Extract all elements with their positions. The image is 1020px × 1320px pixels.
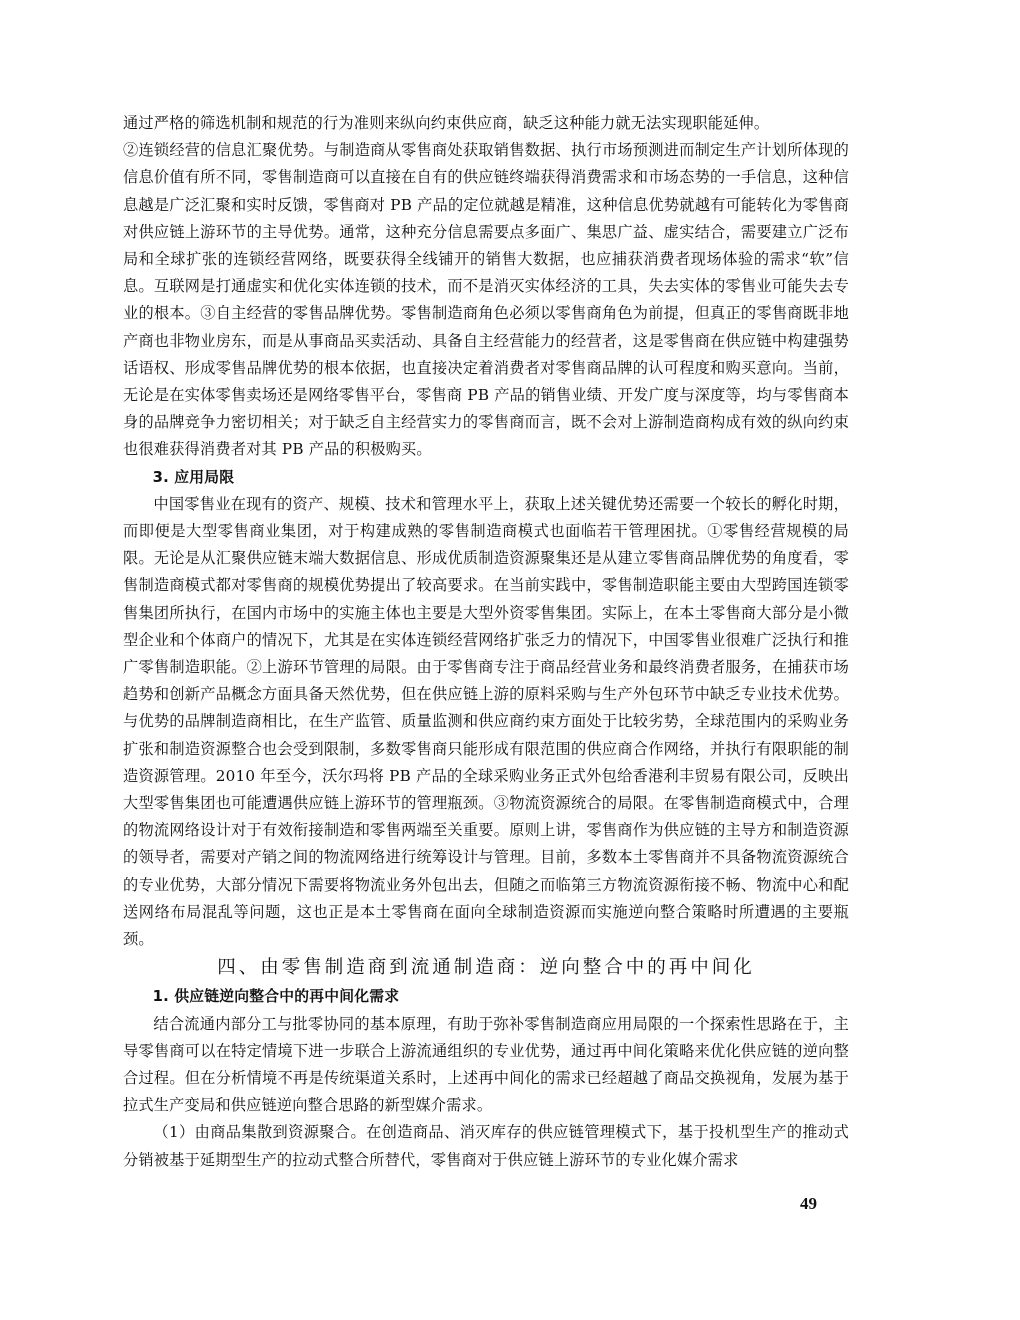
paragraph-reintermediation: 结合流通内部分工与批零协同的基本原理，有助于弥补零售制造商应用局限的一个探索性思路在于，主导零售商可以在特定情境下进一步联合上游流通组织的专业优势，通过再中间化策略来优化供应链的逆向整合过程。但在分析情境不再是传统渠道关系时，上述再中间化的需求已经超越了商品交换视角，发展为基于拉式生产变局和供应链逆向整合思路的新型媒介需求。 bbox=[123, 1014, 849, 1115]
page-number: 49 bbox=[800, 1194, 817, 1213]
subheading-reintermediation-demand: 1. 供应链逆向整合中的再中间化需求 bbox=[152, 988, 400, 1006]
paragraph-info-advantage: ②连锁经营的信息汇聚优势。与制造商从零售商处获取销售数据、执行市场预测进而制定生产计划所体现的信息价值有所不同，零售制造商可以直接在自有的供应链终端获得消费需求和市场态势的一手信息，这种信息越是广泛汇聚和实时反馈，零售商对 PB 产品的定位就越是精准，这种信息优势就越有可能转化为零售商对供应链上游环节的主导优势。通常，这种充分信息需要点多面广、集思广益、虚实结合，需要建立广泛布局和全球扩张的连锁经营网络，既要获得全线铺开的销售大数据，也应捕获消费者现场体验的需求“软”信息。互联网是打通虚实和优化实体连锁的技术，而不是消灭实体经济的工具，失去实体的零售业可能失去专业的根本。③自主经营的零售品牌优势。零售制造商角色必须以零售商角色为前提，但真正的零售商既非地产商也非物业房东，而是从事商品买卖活动、具备自主经营能力的经营者，这是零售商在供应链中构建强势话语权、形成零售品牌优势的根本依据，也直接决定着消费者对零售商品牌的认可程度和购买意向。当前，无论是在实体零售卖场还是网络零售平台，零售商 PB 产品的销售业绩、开发广度与深度等，均与零售商本身的品牌竞争力密切相关；对于缺乏自主经营实力的零售商而言，既不会对上游制造商构成有效的纵向约束也很难获得消费者对其 PB 产品的积极购买。 bbox=[123, 141, 849, 459]
paragraph-resource-aggregation: （1）由商品集散到资源聚合。在创造商品、消灭库存的供应链管理模式下，基于投机型生产的推动式分销被基于延期型生产的拉动式整合所替代，零售商对于供应链上游环节的专业化媒介需求 bbox=[123, 1123, 849, 1169]
paragraph-limits: 中国零售业在现有的资产、规模、技术和管理水平上，获取上述关键优势还需要一个较长的孵化时期，而即便是大型零售商业集团，对于构建成熟的零售制造商模式也面临若干管理困扰。①零售经营规模的局限。无论是从汇聚供应链末端大数据信息、形成优质制造资源聚集还是从建立零售商品牌优势的角度看，零售制造商模式都对零售商的规模优势提出了较高要求。在当前实践中，零售制造职能主要由大型跨国连锁零售集团所执行，在国内市场中的实施主体也主要是大型外资零售集团。实际上，在本土零售商大部分是小微型企业和个体商户的情况下，尤其是在实体连锁经营网络扩张乏力的情况下，中国零售业很难广泛执行和推广零售制造职能。②上游环节管理的局限。由于零售商专注于商品经营业务和最终消费者服务，在捕获市场趋势和创新产品概念方面具备天然优势，但在供应链上游的原料采购与生产外包环节中缺乏专业技术优势。与优势的品牌制造商相比，在生产监管、质量监测和供应商约束方面处于比较劣势，全球范围内的采购业务扩张和制造资源整合也会受到限制，多数零售商只能形成有限范围的供应商合作网络，并执行有限职能的制造资源管理。2010 年至今，沃尔玛将 PB 产品的全球采购业务正式外包给香港利丰贸易有限公司，反映出大型零售集团也可能遭遇供应链上游环节的管理瓶颈。③物流资源统合的局限。在零售制造商模式中，合理的物流网络设计对于有效衔接制造和零售两端至关重要。原则上讲，零售商作为供应链的主导方和制造资源的领导者，需要对产销之间的物流网络进行统筹设计与管理。目前，多数本土零售商并不具备物流资源统合的专业优势，大部分情况下需要将物流业务外包出去，但随之而临第三方物流资源衔接不畅、物流中心和配送网络布局混乱等问题，这也正是本土零售商在面向全球制造资源而实施逆向整合策略时所遭遇的主要瓶颈。 bbox=[123, 494, 849, 949]
section-heading-4: 四、由零售制造商到流通制造商：逆向整合中的再中间化 bbox=[217, 957, 755, 979]
paragraph-continued: 通过严格的筛选机制和规范的行为准则来纵向约束供应商，缺乏这种能力就无法实现职能延伸。 bbox=[123, 114, 770, 132]
subheading-application-limits: 3. 应用局限 bbox=[152, 468, 235, 486]
body-text bbox=[123, 110, 849, 1174]
